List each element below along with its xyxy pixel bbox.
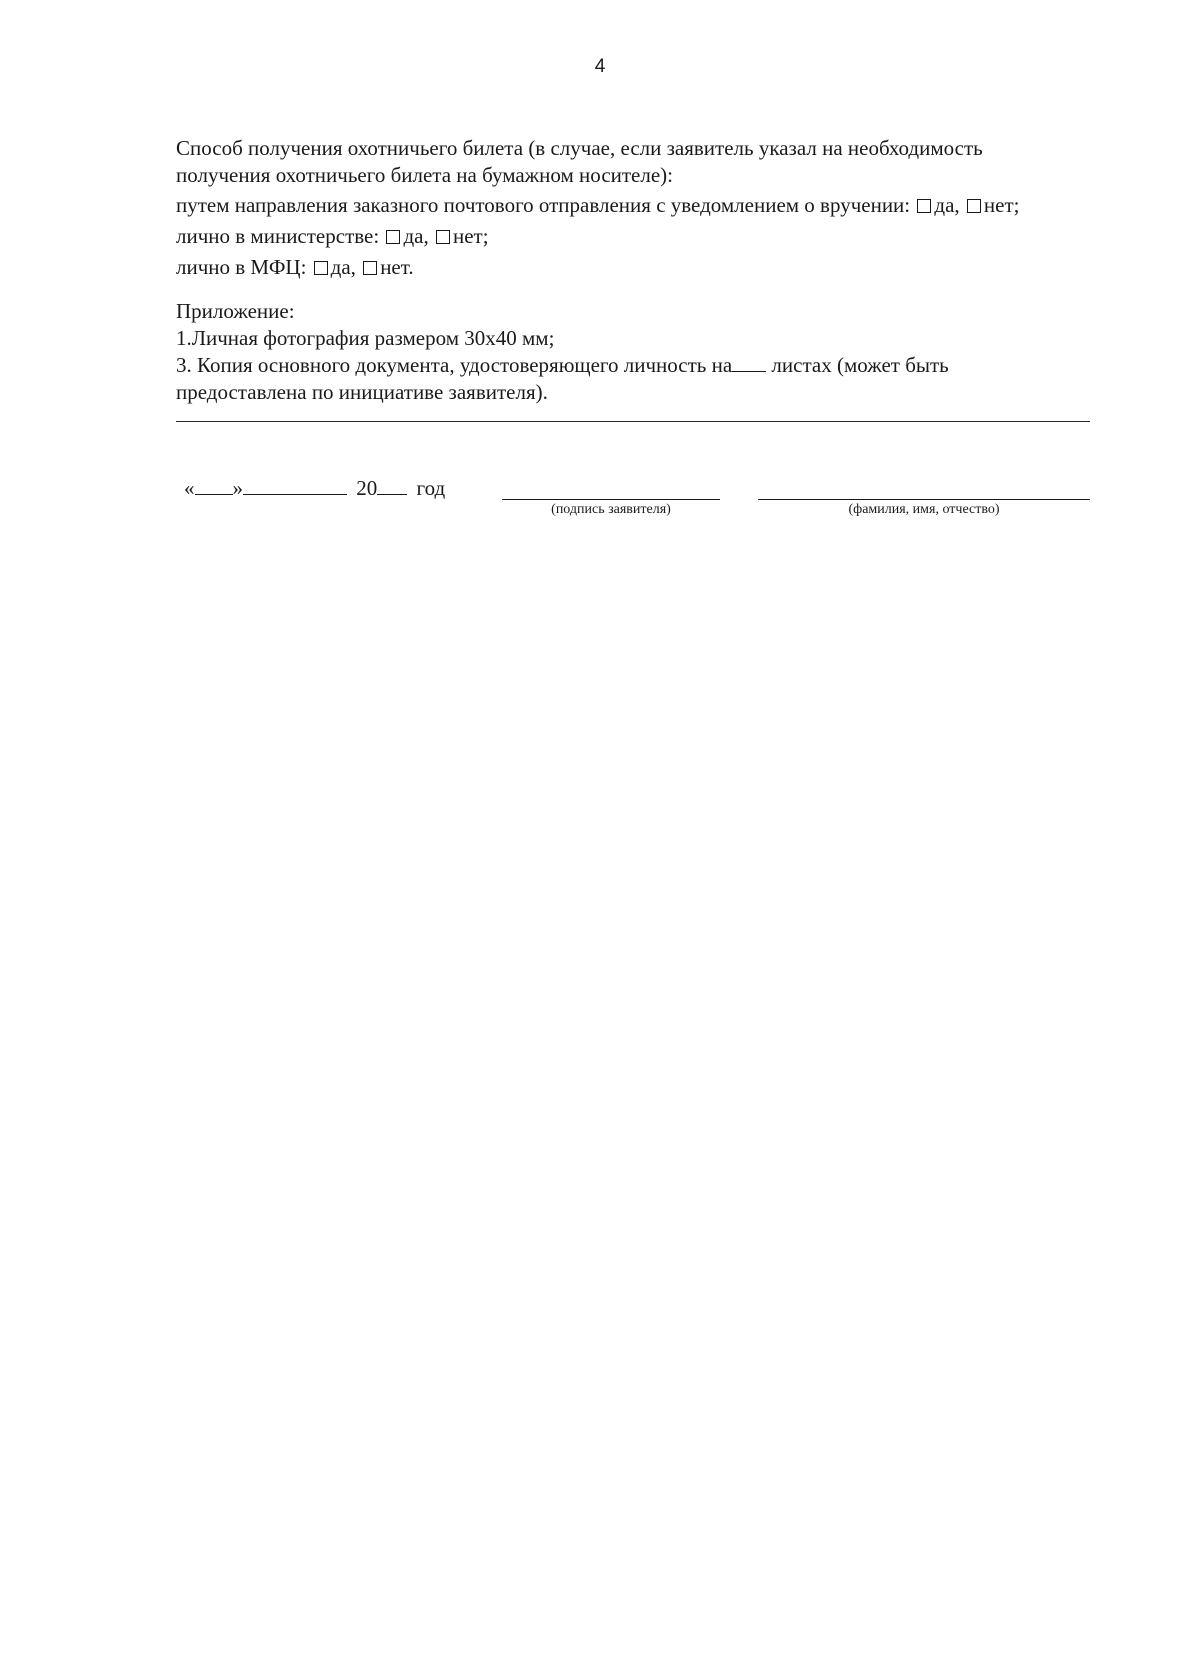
day-blank[interactable] [195, 476, 233, 495]
signature-line[interactable] [502, 499, 720, 500]
option-mfc-yes-label: да, [330, 255, 356, 279]
date-close-quote: » [232, 476, 243, 500]
option-ministry-yes-checkbox[interactable] [386, 230, 400, 244]
full-name-caption: (фамилия, имя, отчество) [848, 502, 1000, 517]
option-mail-no-label: нет; [983, 193, 1020, 217]
option-mfc-no-label: нет. [380, 255, 414, 279]
year-prefix: 20 [356, 476, 378, 500]
month-blank[interactable] [243, 476, 347, 495]
delivery-method-section [176, 135, 1096, 281]
year-suffix: год [416, 476, 446, 500]
option-mail-yes-checkbox[interactable] [917, 199, 931, 213]
option-mfc-no-checkbox[interactable] [363, 261, 377, 275]
option-ministry-no-label: нет; [452, 224, 489, 248]
year-blank[interactable] [377, 476, 407, 495]
delivery-method-intro-line1: Способ получения охотничьего билета (в случае, если заявитель указал на необходимость [176, 136, 983, 160]
date-field [184, 475, 445, 502]
option-mfc-text: лично в МФЦ: [176, 255, 307, 279]
date-open-quote: « [184, 476, 195, 500]
delivery-method-intro-line2: получения охотничьего билета на бумажном носителе): [176, 163, 674, 187]
option-mail [176, 192, 1096, 219]
appendix-item-3-line2: предоставлена по инициативе заявителя). [176, 380, 548, 404]
option-ministry-no-checkbox[interactable] [436, 230, 450, 244]
option-mail-yes-label: да, [934, 193, 960, 217]
appendix-item-1: 1.Личная фотография размером 30х40 мм; [176, 326, 555, 350]
option-mail-no-checkbox[interactable] [967, 199, 981, 213]
signature-caption: (подпись заявителя) [551, 502, 671, 517]
page-number: 4 [594, 56, 606, 77]
option-mfc-yes-checkbox[interactable] [314, 261, 328, 275]
appendix-item-3 [176, 352, 1096, 379]
appendix-item-3-text-end: листах (может быть [771, 353, 949, 377]
sheet-count-blank[interactable] [732, 353, 766, 372]
section-divider [176, 421, 1090, 422]
option-mail-text: путем направления заказного почтового отправления с уведомлением о вручении: [176, 193, 911, 217]
option-ministry-yes-label: да, [403, 224, 429, 248]
option-ministry-text: лично в министерстве: [176, 224, 380, 248]
appendix-section [176, 298, 1096, 406]
full-name-line[interactable] [758, 499, 1090, 500]
appendix-item-3-text: 3. Копия основного документа, удостоверяющего личность на [176, 353, 733, 377]
option-ministry [176, 223, 1096, 250]
option-mfc [176, 254, 1096, 281]
appendix-heading: Приложение: [176, 299, 295, 323]
